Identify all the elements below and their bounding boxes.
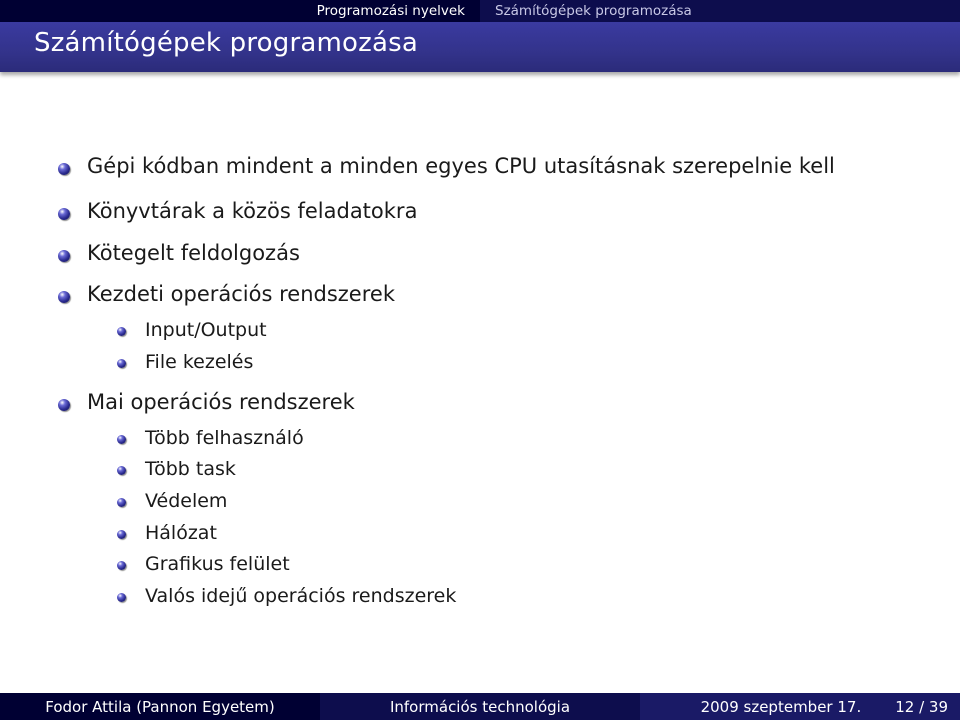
sub-bullet-icon — [117, 359, 126, 368]
slide-footer — [0, 693, 960, 720]
sub-bullet-icon — [117, 498, 126, 507]
bullet-text: Kezdeti operációs rendszerek — [87, 282, 395, 306]
sub-bullet-text: Több task — [145, 458, 236, 480]
bullet-icon — [58, 399, 70, 411]
footer-title-panel — [320, 693, 640, 720]
page-number: 12 / 39 — [895, 697, 948, 716]
bullet-text: Kötegelt feldolgozás — [87, 241, 300, 265]
footer-title: Információs technológia — [389, 697, 571, 716]
sub-bullet-icon — [117, 561, 126, 570]
footer-author-panel — [0, 693, 320, 720]
sub-bullet-text: Valós idejű operációs rendszerek — [145, 585, 457, 607]
sub-bullet-icon — [117, 327, 126, 336]
sub-bullet-text: File kezelés — [145, 351, 254, 373]
bullet-text: Gépi kódban mindent a minden egyes CPU utasításnak szerepelnie kell — [87, 154, 835, 178]
bullet-text: Könyvtárak a közös feladatokra — [87, 199, 418, 223]
sub-bullet-text: Input/Output — [145, 319, 267, 341]
sub-bullet-text: Hálózat — [145, 522, 217, 544]
sub-bullet-icon — [117, 593, 126, 602]
footer-author: Fodor Attila (Pannon Egyetem) — [45, 697, 275, 716]
sub-bullet-icon — [117, 530, 126, 539]
bullet-icon — [58, 291, 70, 303]
bullet-icon — [58, 163, 70, 175]
frame-title: Számítógépek programozása — [34, 28, 419, 58]
bullet-text: Mai operációs rendszerek — [87, 390, 355, 414]
bullet-icon — [58, 208, 70, 220]
bullet-icon — [58, 250, 70, 262]
nav-section-link[interactable]: Programozási nyelvek — [316, 3, 465, 19]
footer-date: 2009 szeptember 17. — [700, 697, 862, 716]
sub-bullet-text: Több felhasználó — [145, 427, 304, 449]
sub-bullet-text: Grafikus felület — [145, 553, 290, 575]
sub-bullet-icon — [117, 435, 126, 444]
footer-info-panel — [640, 693, 960, 720]
nav-subsection-link[interactable]: Számítógépek programozása — [495, 3, 692, 19]
sub-bullet-icon — [117, 466, 126, 475]
sub-bullet-text: Védelem — [145, 490, 228, 512]
